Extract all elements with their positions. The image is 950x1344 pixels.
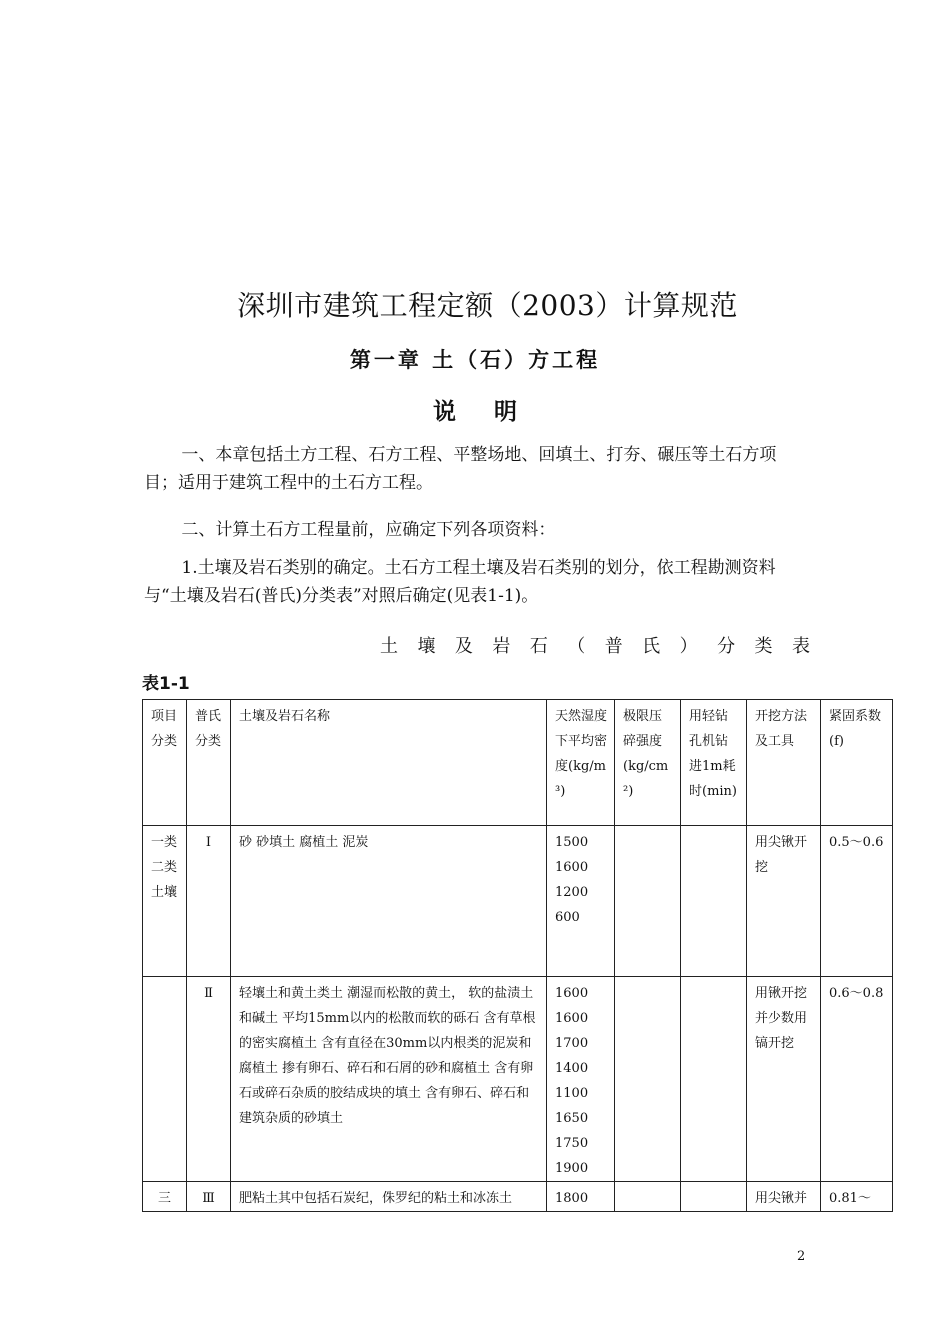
header-drill-time: 用轻钻孔机钻进1m耗时(min) xyxy=(681,700,747,826)
cell-coefficient: 0.6～0.8 xyxy=(821,977,893,1182)
document-title: 深圳市建筑工程定额（2003）计算规范 xyxy=(237,289,738,322)
cell-grade: Ⅰ xyxy=(187,826,231,977)
cell-strength xyxy=(615,977,681,1182)
cell-name: 砂 砂填土 腐植土 泥炭 xyxy=(231,826,547,977)
header-density: 天然湿度下平均密度(kg/m³) xyxy=(547,700,615,826)
cell-category xyxy=(143,977,187,1182)
cell-drill-time xyxy=(681,977,747,1182)
table-header-row xyxy=(143,700,893,826)
cell-strength xyxy=(615,1182,681,1212)
cell-drill-time xyxy=(681,1182,747,1212)
cell-drill-time xyxy=(681,826,747,977)
header-method: 开挖方法及工具 xyxy=(747,700,821,826)
header-name: 土壤及岩石名称 xyxy=(231,700,547,826)
cell-method: 用尖锹开挖 xyxy=(747,826,821,977)
cell-density: 1600 1600 1700 1400 1100 1650 1750 1900 xyxy=(547,977,615,1182)
header-coefficient: 紧固系数 (f) xyxy=(821,700,893,826)
table-row xyxy=(143,1182,893,1212)
chapter-heading: 第一章 土（石）方工程 xyxy=(349,347,601,372)
header-strength: 极限压碎强度(kg/cm²) xyxy=(615,700,681,826)
cell-density: 1800 xyxy=(547,1182,615,1212)
section-heading: 说明 xyxy=(433,398,555,425)
header-grade: 普氏分类 xyxy=(187,700,231,826)
cell-name: 轻壤土和黄土类土 潮湿而松散的黄土， 软的盐渍土和碱土 平均15mm以内的松散而软的砾石 含有草根的密实腐植土 含有直径在30mm以内根类的泥炭和腐植土 掺有卵石、碎石和石屑的砂和腐植土 含有卵石或碎石杂质的胶结成块的填土 含有卵石、碎石和建筑杂质的砂填土 xyxy=(231,977,547,1182)
cell-category: 一类二类土壤 xyxy=(143,826,187,977)
paragraph-prerequisites: 二、计算土石方工程量前，应确定下列各项资料： xyxy=(181,520,556,540)
page-number: 2 xyxy=(797,1249,806,1264)
cell-method: 用锹开挖并少数用镐开挖 xyxy=(747,977,821,1182)
table-row xyxy=(143,977,893,1182)
table-row xyxy=(143,826,893,977)
cell-grade: Ⅲ xyxy=(187,1182,231,1212)
table-title: 土 壤 及 岩 石 （ 普 氏 ） 分 类 表 xyxy=(380,636,810,657)
cell-category: 三 xyxy=(143,1182,187,1212)
cell-coefficient: 0.81～ xyxy=(821,1182,893,1212)
paragraph-scope: 一、本章包括土方工程、石方工程、平整场地、回填土、打夯、碾压等土石方项目；适用于建筑工程中的土石方工程。 xyxy=(144,445,777,493)
cell-density: 1500 1600 1200 600 xyxy=(547,826,615,977)
header-project-category: 项目分类 xyxy=(143,700,187,826)
table-number: 表1-1 xyxy=(142,674,190,694)
paragraph-soil-classification: 1.土壤及岩石类别的确定。土石方工程土壤及岩石类别的划分，依工程勘测资料与“土壤及岩石(普氏)分类表”对照后确定(见表1-1)。 xyxy=(144,558,776,606)
cell-name: 肥粘土其中包括石炭纪，侏罗纪的粘土和冰冻土 xyxy=(231,1182,547,1212)
cell-strength xyxy=(615,826,681,977)
cell-method: 用尖锹并 xyxy=(747,1182,821,1212)
cell-grade: Ⅱ xyxy=(187,977,231,1182)
cell-coefficient: 0.5～0.6 xyxy=(821,826,893,977)
soil-rock-classification-table xyxy=(142,699,893,1212)
